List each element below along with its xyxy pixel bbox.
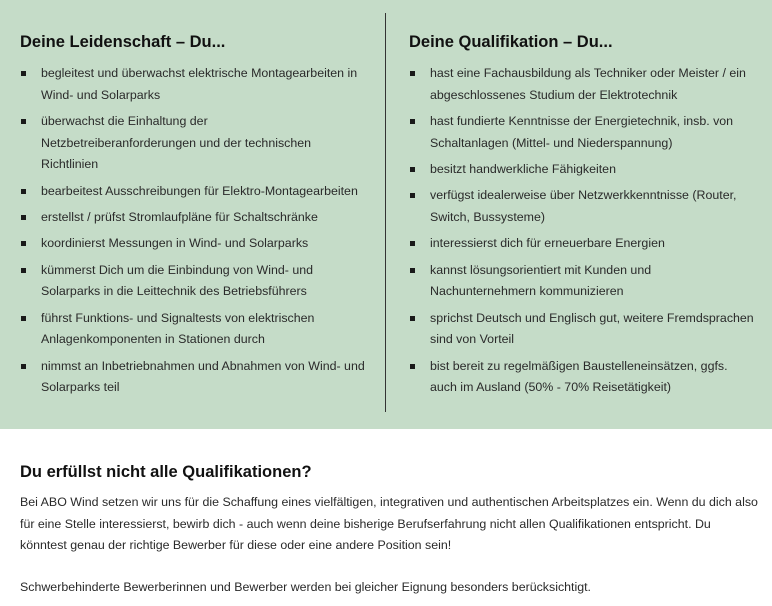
- disability-paragraph: Schwerbehinderte Bewerberinnen und Bewerber werden bei gleicher Eignung besonders berücksichtigt.: [20, 580, 592, 595]
- list-item: koordinierst Messungen in Wind- und Solarparks: [20, 233, 365, 255]
- bullet-square-icon: [410, 71, 415, 76]
- column-divider: [385, 13, 386, 412]
- bullet-square-icon: [410, 167, 415, 172]
- list-item: verfügst idealerweise über Netzwerkkenntnisse (Router, Switch, Bussysteme): [409, 185, 754, 228]
- list-item: kümmerst Dich um die Einbindung von Wind- und Solarparks in die Leittechnik des Betriebsführers: [20, 260, 365, 303]
- list-item: überwachst die Einhaltung der Netzbetreiberanforderungen und der technischen Richtlinien: [20, 111, 365, 176]
- qualification-column: [409, 32, 754, 404]
- qualification-list: [409, 63, 754, 399]
- passion-column: [20, 32, 365, 404]
- bullet-square-icon: [410, 364, 415, 369]
- list-item: erstellst / prüfst Stromlaufpläne für Schaltschränke: [20, 207, 365, 229]
- list-item: hast eine Fachausbildung als Techniker oder Meister / ein abgeschlossenes Studium der Elektrotechnik: [409, 63, 754, 106]
- list-item: bist bereit zu regelmäßigen Baustelleneinsätzen, ggfs. auch im Ausland (50% - 70% Reisetätigkeit): [409, 356, 754, 399]
- list-item: hast fundierte Kenntnisse der Energietechnik, insb. von Schaltanlagen (Mittel- und Niederspannung): [409, 111, 754, 154]
- bullet-square-icon: [410, 193, 415, 198]
- passion-heading: Deine Leidenschaft – Du...: [20, 33, 226, 51]
- list-item: sprichst Deutsch und Englisch gut, weitere Fremdsprachen sind von Vorteil: [409, 308, 754, 351]
- bullet-square-icon: [21, 241, 26, 246]
- bullet-square-icon: [21, 71, 26, 76]
- qualification-heading: Deine Qualifikation – Du...: [409, 33, 613, 51]
- list-item: führst Funktions- und Signaltests von elektrischen Anlagenkomponenten in Stationen durch: [20, 308, 365, 351]
- bullet-square-icon: [21, 189, 26, 194]
- list-item: bearbeitest Ausschreibungen für Elektro-Montagearbeiten: [20, 181, 365, 203]
- section-heading: Du erfüllst nicht alle Qualifikationen?: [20, 463, 312, 481]
- list-item: begleitest und überwachst elektrische Montagearbeiten in Wind- und Solarparks: [20, 63, 365, 106]
- bullet-square-icon: [21, 215, 26, 220]
- passion-list: [20, 63, 365, 399]
- bullet-square-icon: [21, 364, 26, 369]
- bullet-square-icon: [410, 316, 415, 321]
- bullet-square-icon: [410, 268, 415, 273]
- list-item: besitzt handwerkliche Fähigkeiten: [409, 159, 754, 181]
- list-item: nimmst an Inbetriebnahmen und Abnahmen von Wind- und Solarparks teil: [20, 356, 365, 399]
- diversity-paragraph: Bei ABO Wind setzen wir uns für die Schaffung eines vielfältigen, integrativen und authentischen Arbeitsplatzes ein. Wenn du dich also für eine Stelle interessierst, bewirb dich - auch wenn deine bisherige Berufserfahrung nicht allen Qualifikationen entspricht. Du könntest genau der richtige Bewerber für diese oder eine andere Position sein!: [20, 495, 758, 553]
- bullet-square-icon: [21, 316, 26, 321]
- bullet-square-icon: [21, 119, 26, 124]
- bullet-square-icon: [410, 119, 415, 124]
- list-item: interessierst dich für erneuerbare Energien: [409, 233, 754, 255]
- bullet-square-icon: [21, 268, 26, 273]
- not-all-qualifications-section: [20, 462, 760, 599]
- bullet-square-icon: [410, 241, 415, 246]
- list-item: kannst lösungsorientiert mit Kunden und Nachunternehmern kommunizieren: [409, 260, 754, 303]
